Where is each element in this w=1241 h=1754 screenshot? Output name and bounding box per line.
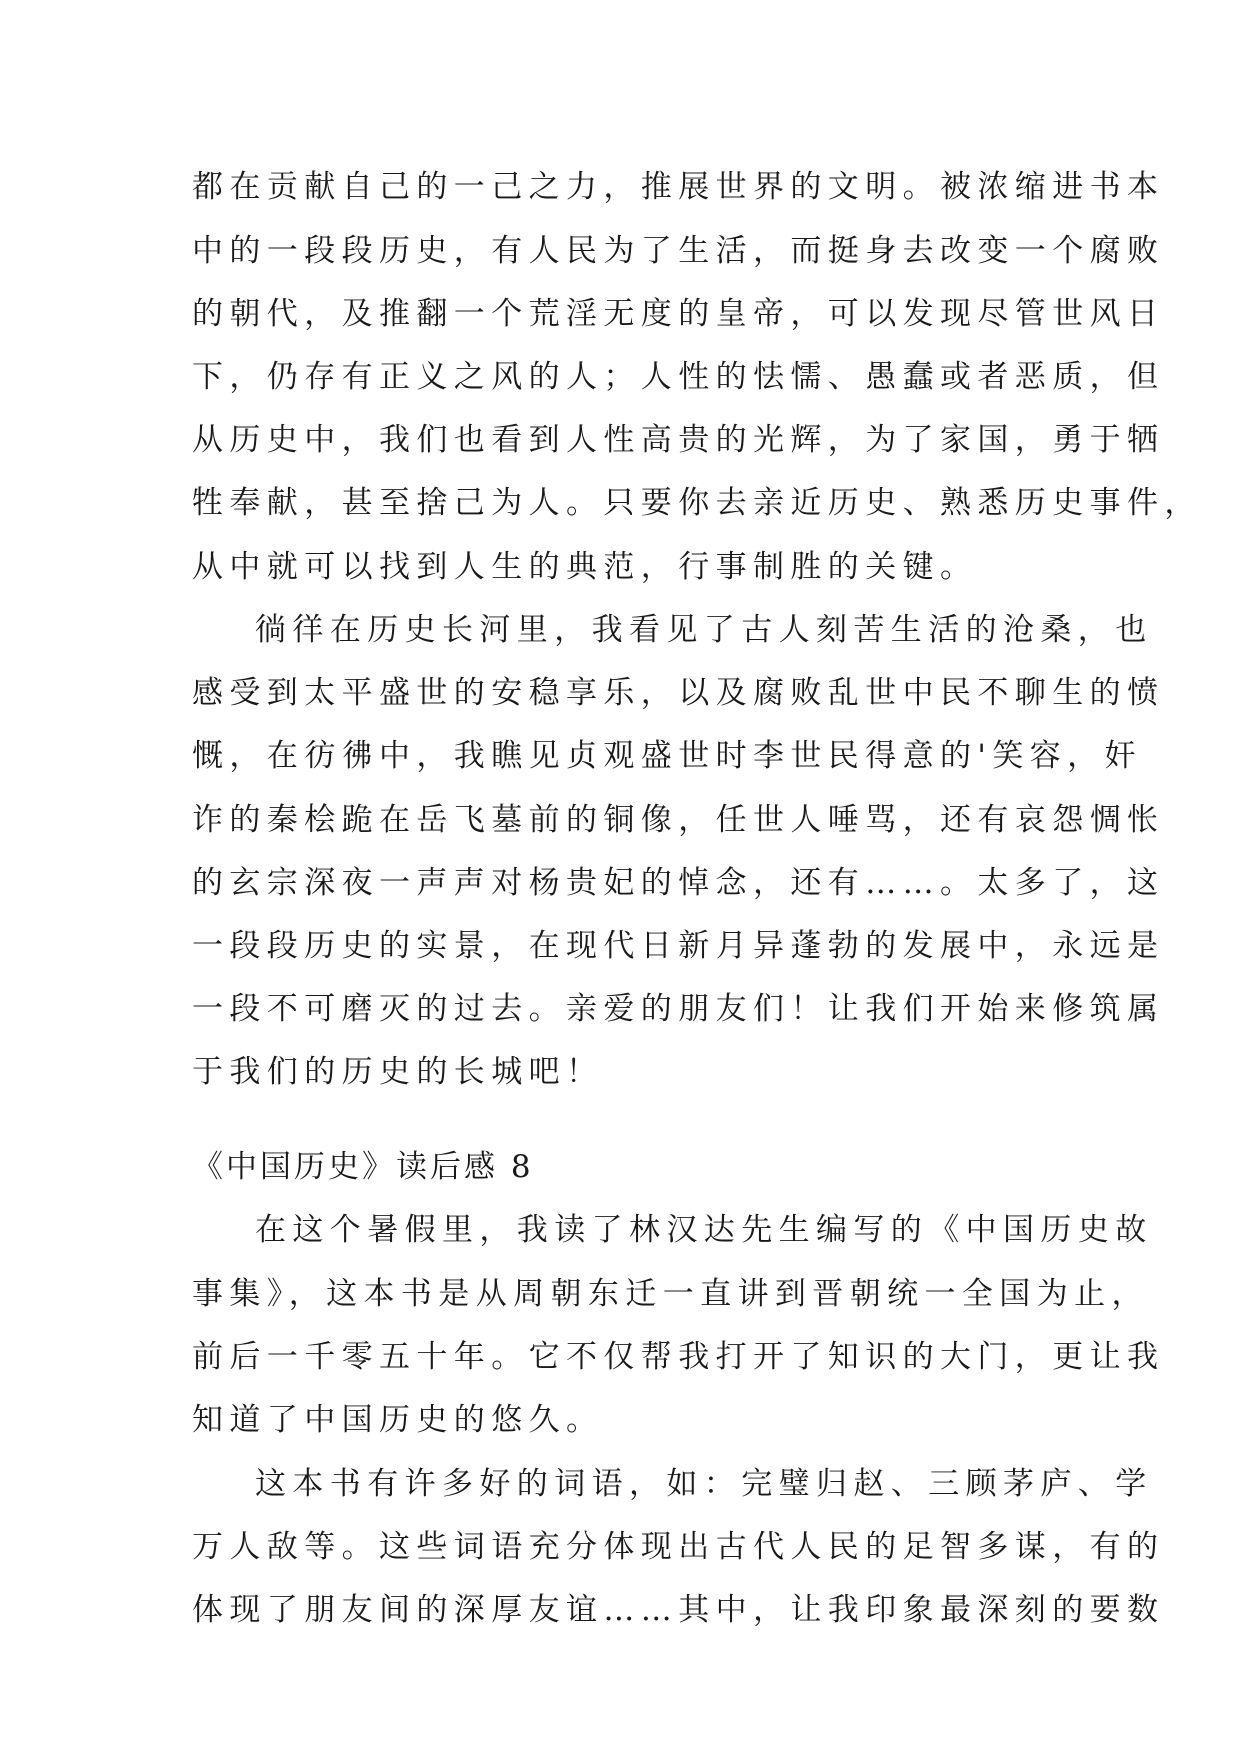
text-line: 都在贡献自己的一己之力，推展世界的文明。被浓缩进书本 — [192, 169, 1165, 205]
section-heading: 《中国历史》读后感 8 — [192, 1149, 534, 1185]
text-line: 前后一千零五十年。它不仅帮我打开了知识的大门，更让我 — [192, 1339, 1165, 1375]
text-line: 从历史中，我们也看到人性高贵的光辉，为了家国，勇于牺 — [192, 422, 1165, 458]
text-line: 知道了中国历史的悠久。 — [192, 1402, 604, 1438]
text-line: 徜徉在历史长河里，我看见了古人刻苦生活的沧桑，也 — [255, 612, 1153, 648]
text-line: 体现了朋友间的深厚友谊……其中，让我印象最深刻的要数 — [192, 1592, 1165, 1628]
text-line: 一段段历史的实景，在现代日新月异蓬勃的发展中，永远是 — [192, 928, 1165, 964]
text-line: 诈的秦桧跪在岳飞墓前的铜像，任世人唾骂，还有哀怨惆怅 — [192, 802, 1165, 838]
text-line: 的玄宗深夜一声声对杨贵妃的悼念，还有……。太多了，这 — [192, 865, 1165, 901]
text-line: 事集》，这本书是从周朝东迁一直讲到晋朝统一全国为止， — [192, 1276, 1149, 1312]
text-line: 于我们的历史的长城吧！ — [192, 1054, 604, 1090]
text-line: 下，仍存有正义之风的人；人性的怯懦、愚蠢或者恶质，但 — [192, 359, 1165, 395]
text-line: 牲奉献，甚至捨己为人。只要你去亲近历史、熟悉历史事件， — [192, 485, 1202, 521]
text-line: 万人敌等。这些词语充分体现出古代人民的足智多谋，有的 — [192, 1529, 1165, 1565]
text-line: 在这个暑假里，我读了林汉达先生编写的《中国历史故 — [255, 1212, 1153, 1248]
text-line: 慨，在彷彿中，我瞧见贞观盛世时李世民得意的'笑容，奸 — [192, 738, 1142, 774]
text-line: 感受到太平盛世的安稳享乐，以及腐败乱世中民不聊生的愤 — [192, 675, 1165, 711]
text-line: 从中就可以找到人生的典范，行事制胜的关键。 — [192, 549, 978, 585]
text-line: 这本书有许多好的词语，如：完璧归赵、三顾茅庐、学 — [255, 1466, 1153, 1502]
text-line: 一段不可磨灭的过去。亲爱的朋友们！让我们开始来修筑属 — [192, 991, 1165, 1027]
text-line: 的朝代，及推翻一个荒淫无度的皇帝，可以发现尽管世风日 — [192, 296, 1165, 332]
text-line: 中的一段段历史，有人民为了生活，而挺身去改变一个腐败 — [192, 233, 1165, 269]
